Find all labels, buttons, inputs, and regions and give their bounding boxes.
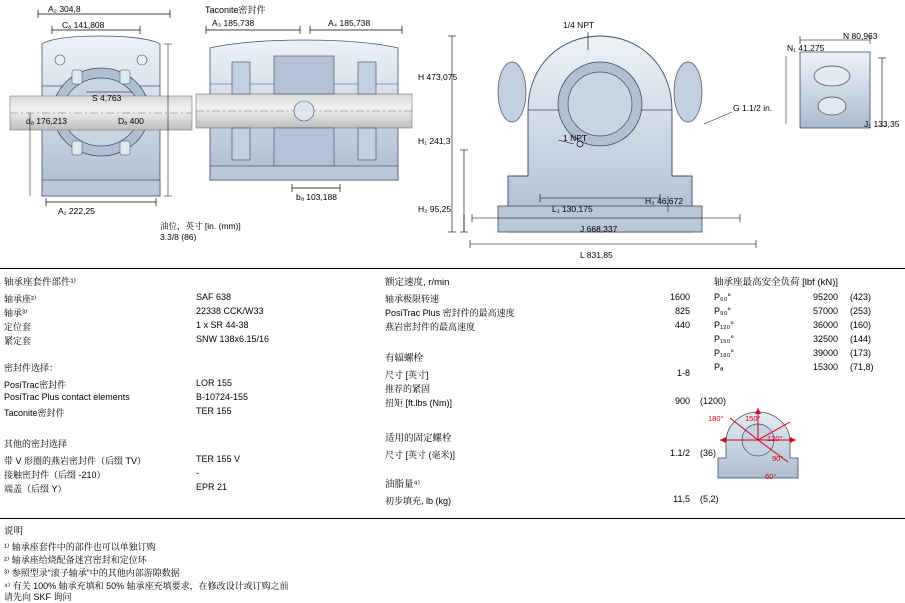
component-value-adapter-sleeve: SNW 138x6.15/16 bbox=[196, 334, 270, 344]
load-label-pa: Pₐ bbox=[714, 362, 724, 372]
dim-one-npt: 1 NPT bbox=[563, 133, 588, 143]
dim-A2: A₂ 304,8 bbox=[48, 4, 81, 14]
load-label-p60: P₆₀° bbox=[714, 292, 731, 302]
load-value-p150: 32500 bbox=[812, 334, 838, 344]
cap-bolt-value-torque-nm: (1200) bbox=[700, 396, 727, 406]
note-line-5: 请先向 SKF 询问 bbox=[4, 592, 72, 602]
dim-ba: bₐ 103,188 bbox=[296, 192, 337, 202]
note-line-3: ³⁾ 参照型录“滚子轴承”中的其他内部游隙数据 bbox=[4, 568, 180, 578]
dim-H3: H₃ 46,672 bbox=[645, 196, 683, 206]
seal-value-positrac: LOR 155 bbox=[196, 378, 233, 388]
hold-bolts-title: 适用的固定螺栓 bbox=[385, 433, 452, 444]
component-value-bearing: 22338 CCK/W33 bbox=[196, 306, 264, 316]
dim-N1: N₁ 41,275 bbox=[787, 43, 825, 53]
dim-J: J 668,337 bbox=[580, 224, 618, 234]
load-value-p60-kn: (423) bbox=[850, 292, 872, 302]
grease-label-initial-fill: 初步填充, lb (kg) bbox=[385, 496, 452, 506]
seal-value-positrac-plus: B-10724-155 bbox=[196, 392, 249, 402]
dim-quarter-npt: 1/4 NPT bbox=[563, 20, 595, 30]
other-seal-value-endcover: EPR 21 bbox=[196, 482, 228, 492]
dim-H1: H₁ 241,3 bbox=[418, 136, 451, 146]
load-value-p90-kn: (253) bbox=[850, 306, 872, 316]
cap-bolt-label-size: 尺寸 [英寸] bbox=[385, 370, 429, 380]
hold-bolt-label-size: 尺寸 [英寸 (毫米)] bbox=[385, 450, 455, 460]
load-value-p150-kn: (144) bbox=[850, 334, 872, 344]
drawing-front-elevation bbox=[448, 32, 756, 248]
dim-G: G 1.1/2 in. bbox=[733, 103, 773, 113]
divider-notes bbox=[0, 518, 905, 519]
other-seal-label-endcover: 端盖（后缀 Y） bbox=[4, 484, 67, 494]
dim-N: N 80,963 bbox=[843, 31, 878, 41]
taconite-seal-title: Taconite密封件 bbox=[205, 5, 266, 15]
cap-bolt-value-torque: 900 bbox=[674, 396, 690, 406]
other-seal-title: 其他的密封选择 bbox=[4, 439, 68, 449]
seal-label-positrac-plus: PosiTrac Plus contact elements bbox=[4, 392, 130, 402]
grease-title: 油脂量⁴⁾ bbox=[385, 479, 420, 490]
load-value-p180-kn: (173) bbox=[850, 348, 872, 358]
load-label-p90: P₉₀° bbox=[714, 306, 731, 316]
seal-label-taconite: Taconite密封件 bbox=[4, 408, 65, 418]
seal-label-positrac: PosiTrac密封件 bbox=[4, 380, 67, 390]
load-value-p180: 39000 bbox=[812, 348, 838, 358]
speed-title: 额定速度, r/min bbox=[385, 277, 450, 288]
load-angle-90: 90° bbox=[772, 454, 784, 463]
seal-value-taconite: TER 155 bbox=[196, 406, 232, 416]
component-label-bearing: 轴承³⁾ bbox=[4, 308, 28, 318]
component-label-locating-ring: 定位套 bbox=[4, 322, 32, 332]
note-line-1: ¹⁾ 轴承座套件中的部件也可以单独订购 bbox=[4, 542, 156, 552]
loads-title: 轴承座最高安全负荷 [lbf (kN)] bbox=[714, 277, 839, 288]
speed-label-limiting: 轴承极限转速 bbox=[385, 294, 440, 304]
load-angle-120: 120° bbox=[767, 434, 783, 443]
note-line-2: ²⁾ 轴承座给烧配备迷宫密封和定位环 bbox=[4, 555, 147, 565]
dim-J1: J₁ 133,35 bbox=[864, 119, 900, 129]
load-value-p120: 36000 bbox=[812, 320, 838, 330]
grease-value-initial-fill-kg: (5,2) bbox=[700, 494, 719, 504]
speed-value-limiting: 1600 bbox=[669, 292, 690, 302]
cap-bolts-title: 有辐螺栓 bbox=[385, 353, 424, 364]
hold-bolt-value-size-mm: (36) bbox=[700, 448, 717, 458]
components-title: 轴承座套件部件¹⁾ bbox=[4, 277, 76, 288]
speed-label-taconite: 燕岩密封件的最高速度 bbox=[385, 322, 476, 332]
dim-L1: L₁ 130,175 bbox=[552, 204, 593, 214]
oil-level-value: 3.3/8 (86) bbox=[160, 232, 197, 242]
technical-drawings bbox=[0, 0, 905, 265]
load-direction-diagram bbox=[700, 400, 900, 496]
load-angle-180: 180° bbox=[708, 414, 724, 423]
speed-label-positrac-plus: PosiTrac Plus 密封件的最高速度 bbox=[385, 308, 515, 318]
grease-value-initial-fill: 11,5 bbox=[673, 494, 690, 504]
notes-title: 说明 bbox=[4, 526, 24, 537]
speed-value-taconite: 440 bbox=[674, 320, 690, 330]
load-angle-150: 150° bbox=[745, 414, 761, 423]
other-seal-label-tv: 带 V 形圈的燕岩密封件（后缀 TV） bbox=[4, 456, 147, 466]
note-line-4: ⁴⁾ 有关 100% 轴承充填和 50% 轴承座充填要求，在修改设计或订购之前 bbox=[4, 581, 289, 591]
divider-top bbox=[0, 268, 905, 269]
dim-S: S 4,763 bbox=[92, 93, 122, 103]
load-label-p150: P₁₅₀° bbox=[714, 334, 734, 344]
component-value-locating-ring: 1 x SR 44-38 bbox=[196, 320, 249, 330]
component-label-housing: 轴承座²⁾ bbox=[4, 294, 37, 304]
seal-choice-title: 密封件选择： bbox=[4, 363, 59, 373]
load-label-p180: P₁₈₀° bbox=[714, 348, 735, 358]
dim-A3: A₃ 185,738 bbox=[212, 18, 255, 28]
dim-da: dₐ 176,213 bbox=[26, 116, 67, 126]
speed-value-positrac-plus: 825 bbox=[674, 306, 690, 316]
load-label-p120: P₁₂₀° bbox=[714, 320, 734, 330]
hold-bolt-value-size: 1.1/2 bbox=[669, 448, 690, 458]
dim-H: H 473,075 bbox=[418, 72, 458, 82]
load-angle-60: 60° bbox=[765, 472, 777, 481]
other-seal-value-tv: TER 155 V bbox=[196, 454, 241, 464]
load-value-p90: 57000 bbox=[812, 306, 838, 316]
other-seal-value-contact: - bbox=[196, 468, 199, 478]
dim-A1: A₁ 222,25 bbox=[58, 206, 95, 216]
dim-A4: A₄ 185,738 bbox=[328, 18, 371, 28]
load-value-p60: 95200 bbox=[812, 292, 838, 302]
dim-Da: Dₐ 400 bbox=[118, 116, 144, 126]
component-label-adapter-sleeve: 紧定套 bbox=[4, 336, 32, 346]
load-value-pa: 15300 bbox=[812, 362, 838, 372]
cap-bolt-label-torque: 扭矩 [ft.lbs (Nm)] bbox=[385, 398, 452, 408]
dim-Ca: Cₐ 141,808 bbox=[62, 20, 105, 30]
cap-bolt-label-tightening: 推荐的紧固 bbox=[385, 384, 431, 394]
oil-level-label: 油位，英寸 [in. (mm)] bbox=[160, 221, 241, 231]
drawing-taconite-section bbox=[196, 26, 412, 192]
load-value-p120-kn: (160) bbox=[850, 320, 872, 330]
dim-H2: H₂ 95,25 bbox=[418, 204, 452, 214]
load-value-pa-kn: (71,8) bbox=[850, 362, 874, 372]
cap-bolt-value-size: 1-8 bbox=[676, 368, 690, 378]
component-value-housing: SAF 638 bbox=[196, 292, 232, 302]
other-seal-label-contact: 接触密封件（后缀 -210） bbox=[4, 470, 106, 480]
drawing-left-section bbox=[10, 10, 192, 206]
dim-L: L 831,85 bbox=[580, 250, 613, 260]
